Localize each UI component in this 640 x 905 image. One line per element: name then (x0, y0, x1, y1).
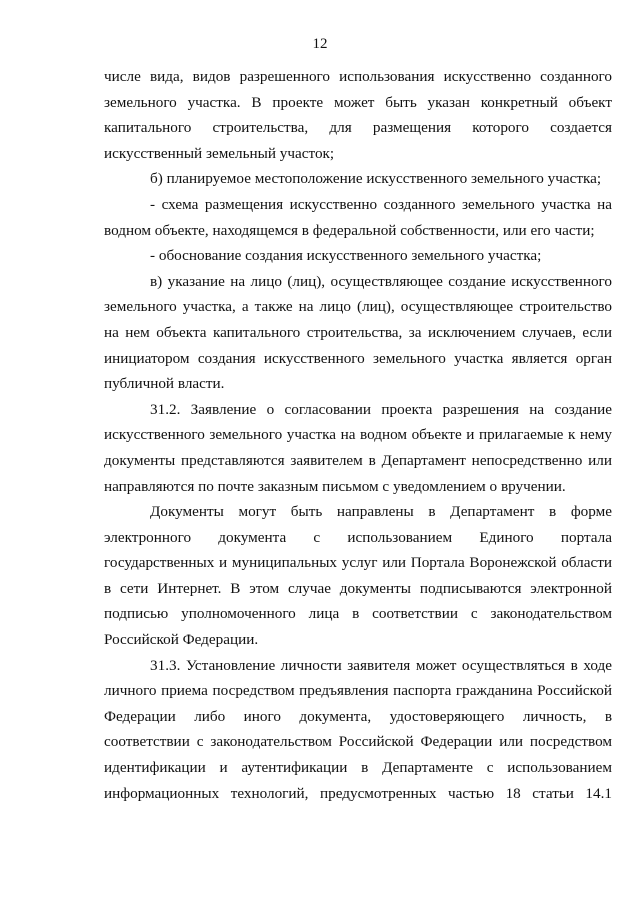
text-line: идентификации и аутентификации в Департаменте с использованием (104, 759, 612, 777)
text-line: направляются по почте заказным письмом с уведомлением о вручении. (104, 477, 566, 495)
text-line: капитального строительства, для размещения которого создается (104, 119, 612, 137)
text-line: 31.3. Установление личности заявителя может осуществляться в ходе (150, 656, 612, 674)
text-line: электронного документа с использованием Единого портала (104, 528, 612, 546)
text-line: - схема размещения искусственно созданного земельного участка на (150, 195, 612, 213)
text-line: Федерации либо иного документа, удостоверяющего личность, в (104, 707, 612, 725)
text-line: инициатором создания искусственного земельного участка является орган (104, 349, 612, 367)
page-number: 12 (312, 36, 328, 52)
text-line: б) планируемое местоположение искусственного земельного участка; (150, 170, 602, 188)
body-text (104, 64, 612, 806)
text-line: информационных технологий, предусмотренных частью 18 статьи 14.1 (104, 784, 612, 802)
text-line: земельного участка, а также на лицо (лиц), осуществляющее строительство (104, 298, 612, 316)
text-line: соответствии с законодательством Российской Федерации или посредством (104, 733, 612, 751)
text-line: в) указание на лицо (лиц), осуществляющее создание искусственного (150, 272, 612, 290)
text-line: в сети Интернет. В этом случае документы подписываются электронной (104, 579, 612, 597)
text-line: на нем объекта капитального строительства, за исключением случаев, если (104, 323, 612, 341)
text-line: государственных и муниципальных услуг или Портала Воронежской области (104, 554, 612, 572)
text-line: публичной власти. (104, 375, 225, 393)
text-line: искусственный земельный участок; (104, 144, 335, 162)
text-line: водном объекте, находящемся в федеральной собственности, или его части; (104, 221, 595, 239)
text-line: искусственного земельного участка на водном объекте и прилагаемые к нему (104, 426, 612, 444)
text-line: документы представляются заявителем в Департамент непосредственно или (104, 451, 612, 469)
text-line: личного приема посредством предъявления паспорта гражданина Российской (104, 682, 612, 700)
text-line: - обоснование создания искусственного земельного участка; (150, 247, 542, 265)
text-line: земельного участка. В проекте может быть указан конкретный объект (104, 93, 612, 111)
text-line: Документы могут быть направлены в Департамент в форме (150, 503, 612, 521)
text-line: подписью уполномоченного лица в соответствии с законодательством (104, 605, 612, 623)
text-line: числе вида, видов разрешенного использования искусственно созданного (104, 68, 612, 85)
text-line: Российской Федерации. (104, 631, 259, 649)
text-line: 31.2. Заявление о согласовании проекта разрешения на создание (150, 400, 612, 418)
